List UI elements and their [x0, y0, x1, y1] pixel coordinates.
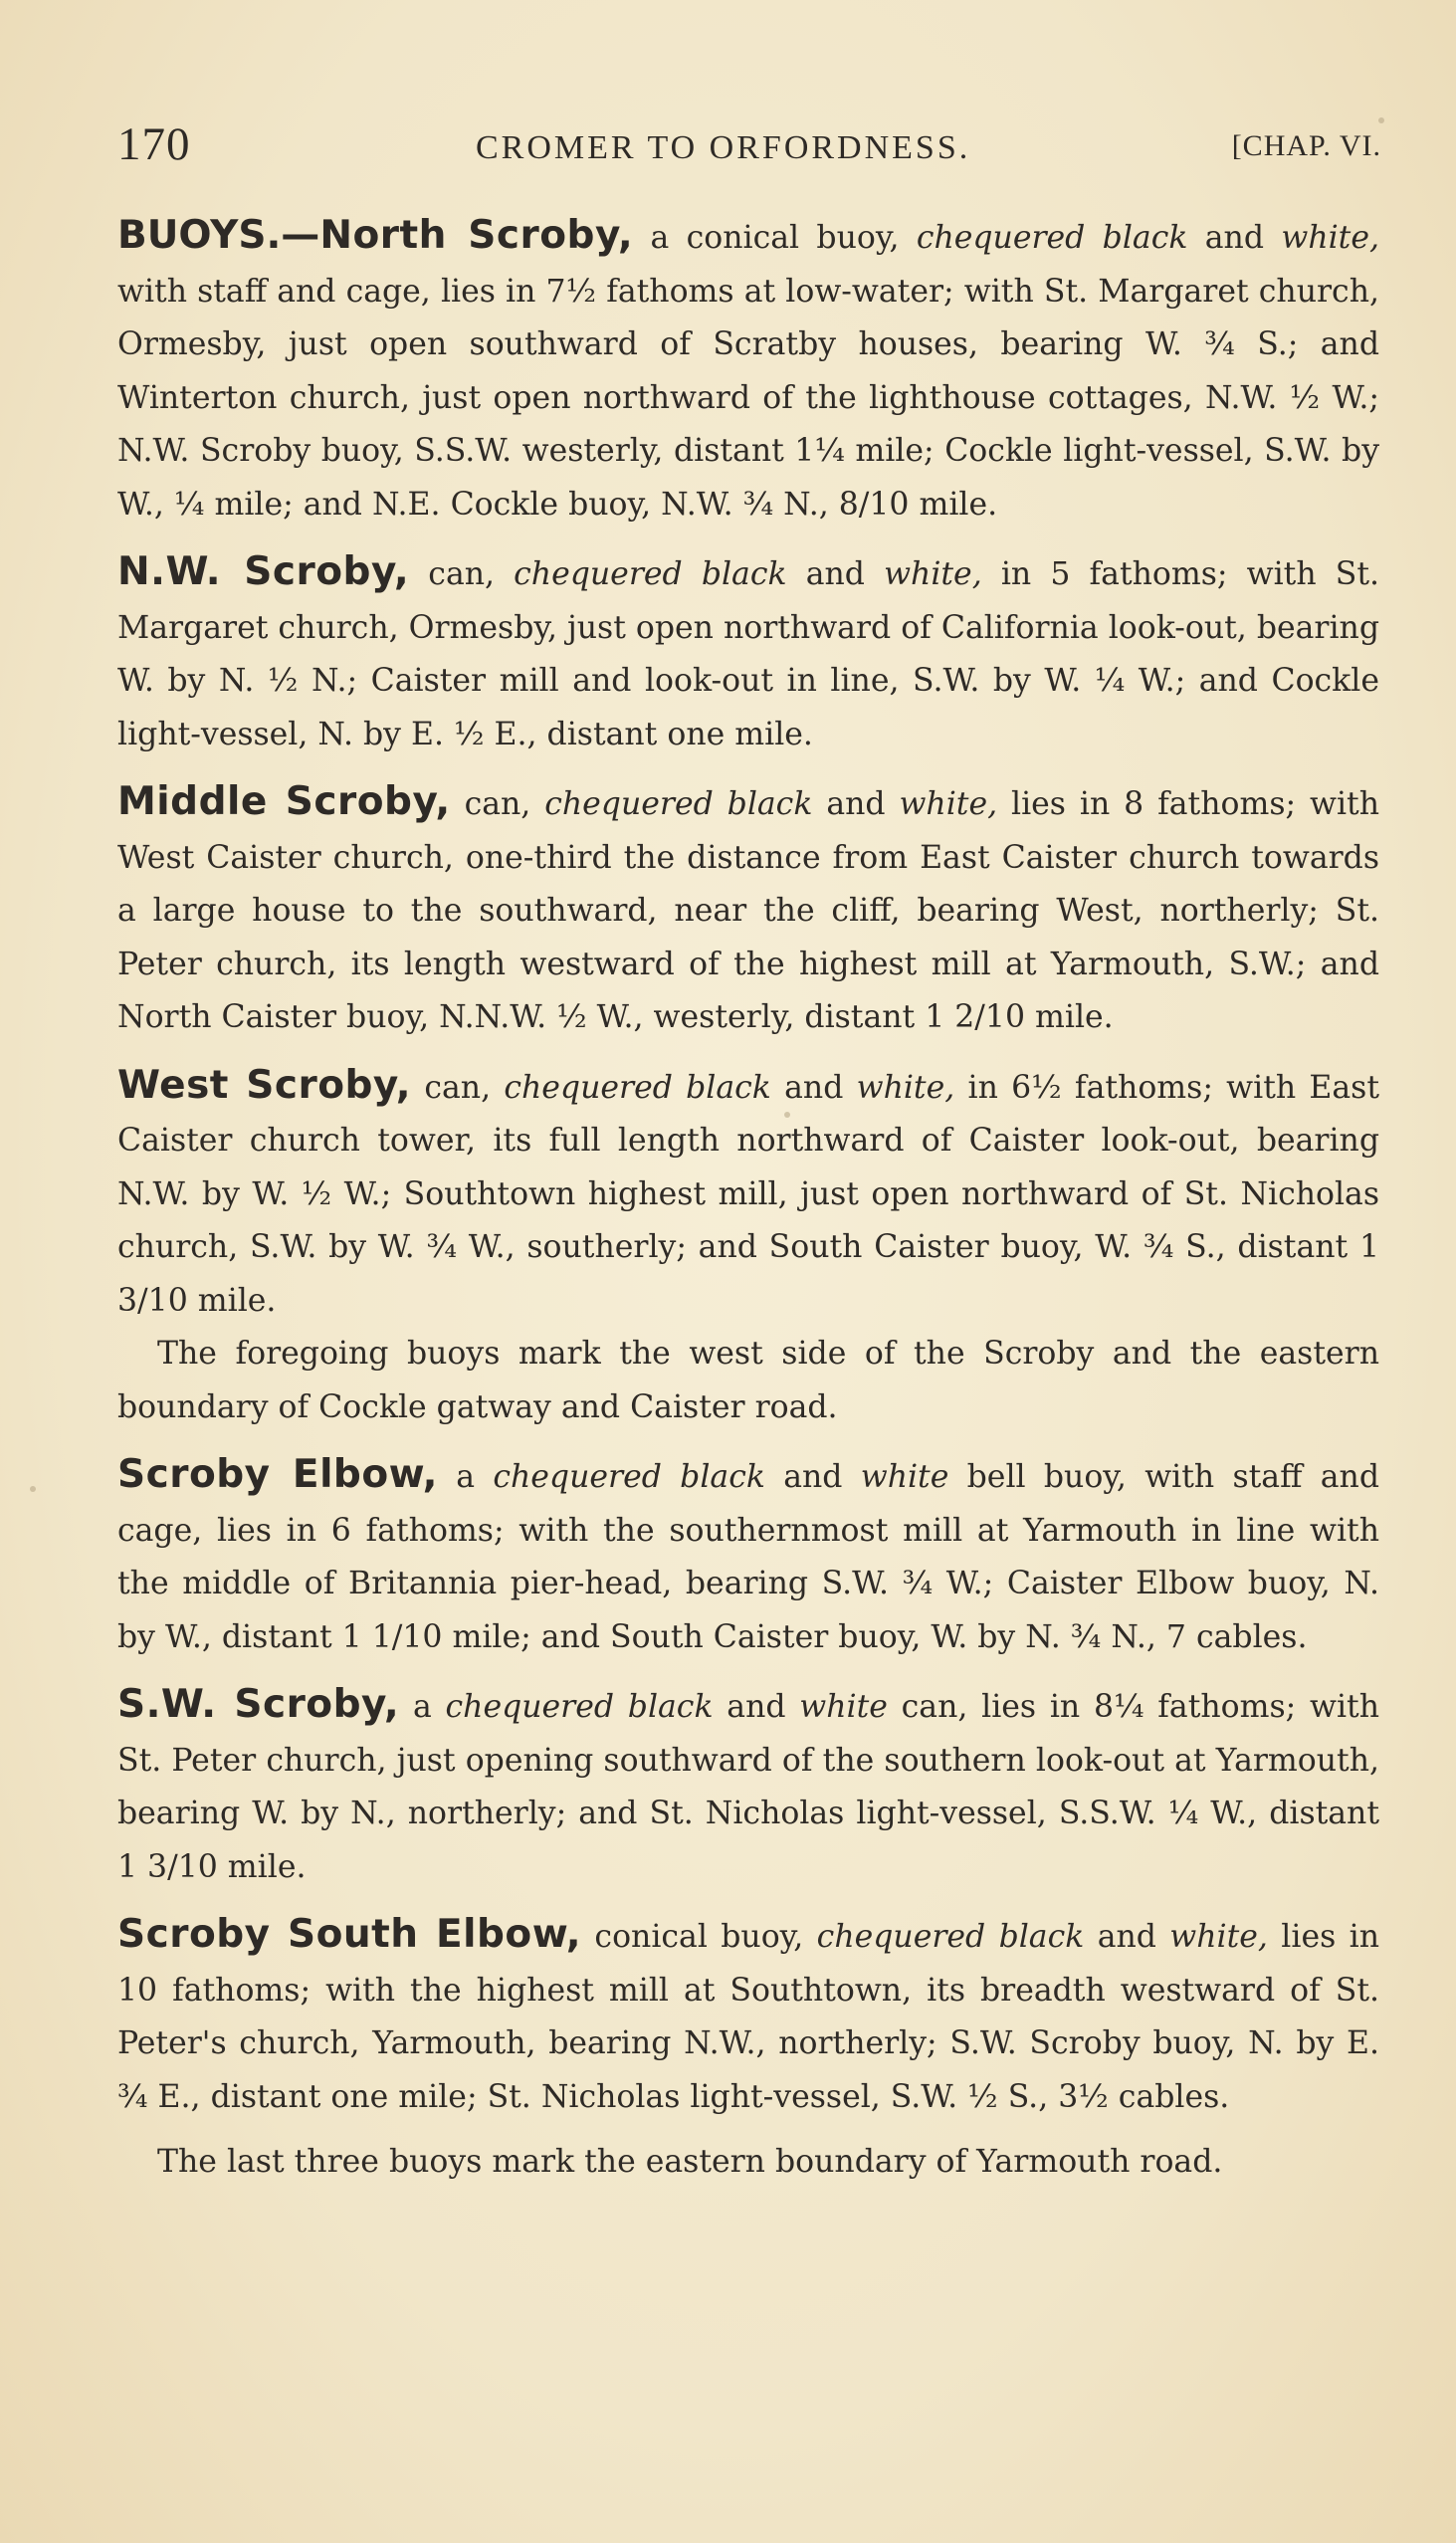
buoy-name: Scroby Elbow,: [117, 1452, 438, 1497]
buoy-entry-middle-scroby: Middle Scroby, can, chequered black and white, lies in 8 fathoms; with West Caister church, one-third the distance from East Caister church towards a large house to the southward, near the cliff, bearing West, northerly; St. Peter church, its length westward of the highest mill at Yarmouth, S.W.; and North Caister buoy, N.N.W. ½ W., westerly, distant 1 2/10 mile.: [117, 779, 1379, 1035]
buoy-name: North Scroby,: [319, 213, 634, 258]
page-header: [117, 117, 1381, 177]
page-body: [117, 209, 1379, 2190]
buoy-entry-west-scroby: West Scroby, can, chequered black and white, in 6½ fathoms; with East Caister church tower, its full length northward of Caister look-out, bearing N.W. by W. ½ W.; Southtown highest mill, just open northward of St. Nicholas church, S.W. by W. ¾ W., southerly; and South Caister buoy, W. ¾ S., distant 1 3/10 mile.: [117, 1062, 1380, 1319]
buoy-name: N.W. Scroby,: [117, 549, 410, 594]
chapter-marker: [CHAP. VI.: [1231, 129, 1381, 162]
buoy-entry-nw-scroby: N.W. Scroby, can, chequered black and white, in 5 fathoms; with St. Margaret church, Ormesby, just open northward of California look-out, bearing W. by N. ½ N.; Caister mill and look-out in line, S.W. by W. ¼ W.; and Cockle light-vessel, N. by E. ½ E., distant one mile.: [117, 549, 1380, 752]
section-lead: BUOYS.—: [117, 213, 320, 258]
buoy-entry-scroby-south-elbow: Scroby South Elbow, conical buoy, chequered black and white, lies in 10 fathoms; with the highest mill at Southtown, its breadth westward of St. Peter's church, Yarmouth, bearing N.W., northerly; S.W. Scroby buoy, N. by E. ¾ E., distant one mile; St. Nicholas light-vessel, S.W. ½ S., 3½ cables.: [117, 1912, 1379, 2115]
buoy-entry-scroby-elbow: Scroby Elbow, a chequered black and white bell buoy, with staff and cage, lies in 6 fathoms; with the southernmost mill at Yarmouth in line with the middle of Britannia pier-head, bearing S.W. ¾ W.; Caister Elbow buoy, N. by W., distant 1 1/10 mile; and South Caister buoy, W. by N. ¾ N., 7 cables.: [117, 1452, 1379, 1655]
paper-speck: [30, 1486, 36, 1492]
buoy-name: Middle Scroby,: [117, 779, 451, 824]
running-title: CROMER TO ORFORDNESS.: [476, 129, 971, 166]
note-eastern-boundary: The last three buoys mark the eastern boundary of Yarmouth road.: [157, 2144, 1223, 2180]
buoy-entry-sw-scroby: S.W. Scroby, a chequered black and white can, lies in 8¼ fathoms; with St. Peter church, just opening southward of the southern look-out at Yarmouth, bearing W. by N., northerly; and St. Nicholas light-vessel, S.S.W. ¼ W., distant 1 3/10 mile.: [117, 1682, 1379, 1885]
buoy-entry-north-scroby: BUOYS.—North Scroby, a conical buoy, chequered black and white, with staff and cage, lies in 7½ fathoms at low-water; with St. Margaret church, Ormesby, just open southward of Scratby houses, bearing W. ¾ S.; and Winterton church, just open northward of the lighthouse cottages, N.W. ½ W.; N.W. Scroby buoy, S.S.W. westerly, distant 1¼ mile; Cockle light-vessel, S.W. by W., ¼ mile; and N.E. Cockle buoy, N.W. ¾ N., 8/10 mile.: [117, 213, 1379, 523]
page-number: 170: [117, 118, 191, 170]
buoy-name: West Scroby,: [117, 1062, 412, 1108]
buoy-name: S.W. Scroby,: [117, 1682, 400, 1727]
paper-speck: [1378, 117, 1384, 123]
buoy-name: Scroby South Elbow,: [117, 1912, 582, 1957]
paper-speck: [784, 1112, 790, 1118]
note-west-side: The foregoing buoys mark the west side of the Scroby and the eastern boundary of Cockle gatway and Caister road.: [117, 1336, 1379, 1425]
